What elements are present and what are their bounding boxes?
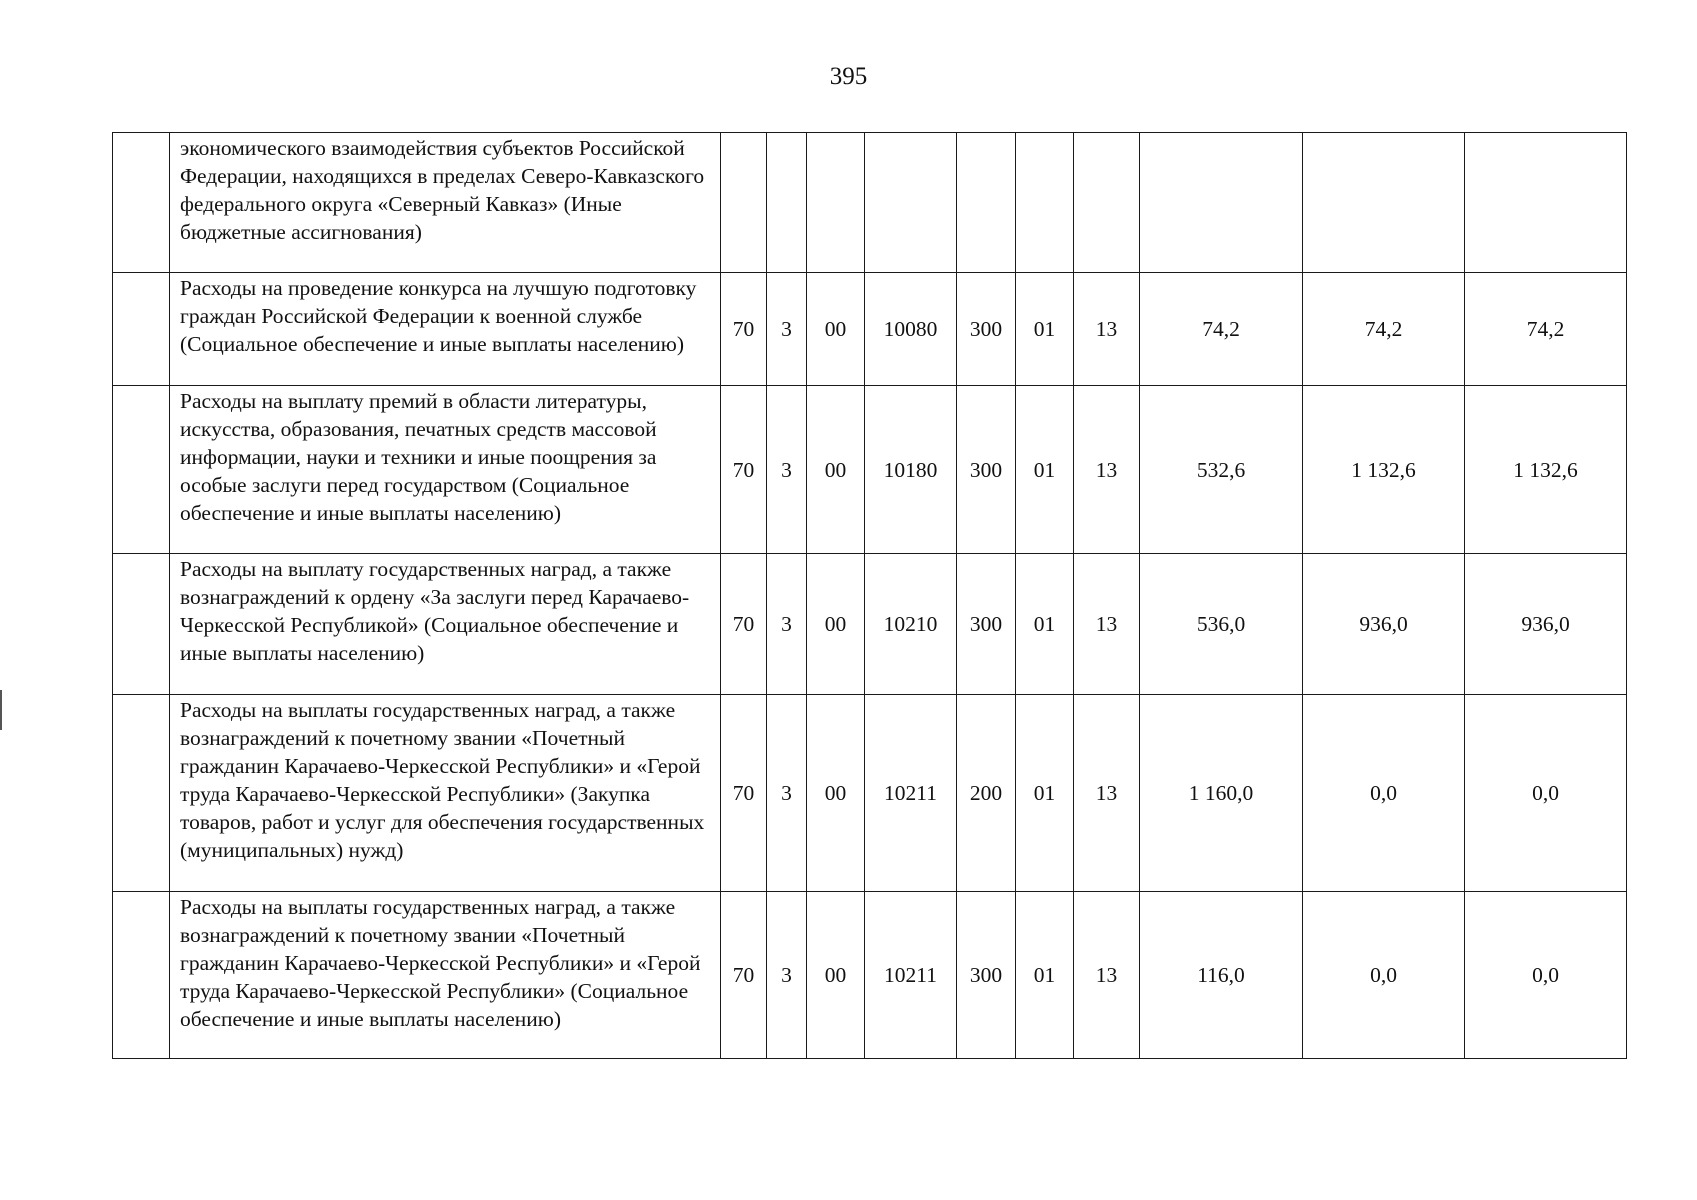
amount-cell: 74,2 <box>1465 273 1627 386</box>
amount-cell: 0,0 <box>1303 892 1465 1059</box>
amount-cell: 1 132,6 <box>1303 386 1465 554</box>
description-cell: Расходы на выплаты государственных наград, а также вознаграждений к почетному звании «Почетный гражданин Карачаево-Черкесской Республики» и «Герой труда Карачаево-Черкесской Республики» (Закупка товаров, работ и услуг для обеспечения государственных (муниципальных) нужд) <box>170 695 721 892</box>
amount-cell: 116,0 <box>1140 892 1303 1059</box>
code-cell <box>957 133 1016 273</box>
code-cell: 13 <box>1074 554 1140 695</box>
page-number: 395 <box>829 63 868 90</box>
code-cell: 300 <box>957 386 1016 554</box>
amount-cell: 936,0 <box>1303 554 1465 695</box>
code-cell <box>807 133 865 273</box>
table-row <box>113 133 1627 273</box>
amount-cell: 532,6 <box>1140 386 1303 554</box>
code-cell: 13 <box>1074 273 1140 386</box>
row-number-cell <box>113 695 170 892</box>
code-cell: 10210 <box>865 554 957 695</box>
table-row <box>113 386 1627 554</box>
amount-cell: 0,0 <box>1465 695 1627 892</box>
code-cell: 01 <box>1016 554 1074 695</box>
scan-edge-mark <box>0 690 2 730</box>
amount-cell <box>1303 133 1465 273</box>
code-cell: 300 <box>957 892 1016 1059</box>
code-cell: 10180 <box>865 386 957 554</box>
code-cell: 3 <box>767 273 807 386</box>
amount-cell: 936,0 <box>1465 554 1627 695</box>
code-cell: 01 <box>1016 273 1074 386</box>
description-cell: Расходы на проведение конкурса на лучшую подготовку граждан Российской Федерации к военной службе (Социальное обеспечение и иные выплаты населению) <box>170 273 721 386</box>
description-cell: Расходы на выплаты государственных наград, а также вознаграждений к почетному звании «Почетный гражданин Карачаево-Черкесской Республики» и «Герой труда Карачаево-Черкесской Республики» (Социальное обеспечение и иные выплаты населению) <box>170 892 721 1059</box>
code-cell: 70 <box>721 554 767 695</box>
code-cell: 10080 <box>865 273 957 386</box>
row-number-cell <box>113 386 170 554</box>
code-cell: 01 <box>1016 386 1074 554</box>
description-cell: Расходы на выплату государственных наград, а также вознаграждений к ордену «За заслуги перед Карачаево-Черкесской Республикой» (Социальное обеспечение и иные выплаты населению) <box>170 554 721 695</box>
code-cell: 70 <box>721 386 767 554</box>
amount-cell: 74,2 <box>1140 273 1303 386</box>
code-cell: 3 <box>767 554 807 695</box>
code-cell: 00 <box>807 892 865 1059</box>
row-number-cell <box>113 273 170 386</box>
code-cell: 3 <box>767 386 807 554</box>
table-row <box>113 554 1627 695</box>
amount-cell: 536,0 <box>1140 554 1303 695</box>
code-cell: 300 <box>957 554 1016 695</box>
code-cell: 3 <box>767 892 807 1059</box>
code-cell: 01 <box>1016 892 1074 1059</box>
code-cell: 00 <box>807 554 865 695</box>
amount-cell: 0,0 <box>1303 695 1465 892</box>
table-row <box>113 892 1627 1059</box>
row-number-cell <box>113 554 170 695</box>
code-cell: 00 <box>807 386 865 554</box>
table-row <box>113 273 1627 386</box>
code-cell <box>865 133 957 273</box>
budget-table <box>112 132 1627 1059</box>
code-cell: 00 <box>807 273 865 386</box>
description-cell: экономического взаимодействия субъектов Российской Федерации, находящихся в пределах Северо-Кавказского федерального округа «Северный Кавказ» (Иные бюджетные ассигнования) <box>170 133 721 273</box>
row-number-cell <box>113 133 170 273</box>
code-cell: 70 <box>721 695 767 892</box>
row-number-cell <box>113 892 170 1059</box>
amount-cell: 74,2 <box>1303 273 1465 386</box>
code-cell: 13 <box>1074 386 1140 554</box>
code-cell: 300 <box>957 273 1016 386</box>
code-cell: 13 <box>1074 695 1140 892</box>
code-cell: 70 <box>721 273 767 386</box>
code-cell: 3 <box>767 695 807 892</box>
amount-cell <box>1465 133 1627 273</box>
code-cell <box>721 133 767 273</box>
code-cell: 00 <box>807 695 865 892</box>
code-cell: 10211 <box>865 892 957 1059</box>
amount-cell: 1 160,0 <box>1140 695 1303 892</box>
amount-cell: 0,0 <box>1465 892 1627 1059</box>
code-cell <box>767 133 807 273</box>
code-cell: 10211 <box>865 695 957 892</box>
description-cell: Расходы на выплату премий в области литературы, искусства, образования, печатных средств массовой информации, науки и техники и иные поощрения за особые заслуги перед государством (Социальное обеспечение и иные выплаты населению) <box>170 386 721 554</box>
code-cell <box>1016 133 1074 273</box>
amount-cell: 1 132,6 <box>1465 386 1627 554</box>
code-cell: 13 <box>1074 892 1140 1059</box>
code-cell: 01 <box>1016 695 1074 892</box>
code-cell: 70 <box>721 892 767 1059</box>
amount-cell <box>1140 133 1303 273</box>
code-cell <box>1074 133 1140 273</box>
table-row <box>113 695 1627 892</box>
code-cell: 200 <box>957 695 1016 892</box>
